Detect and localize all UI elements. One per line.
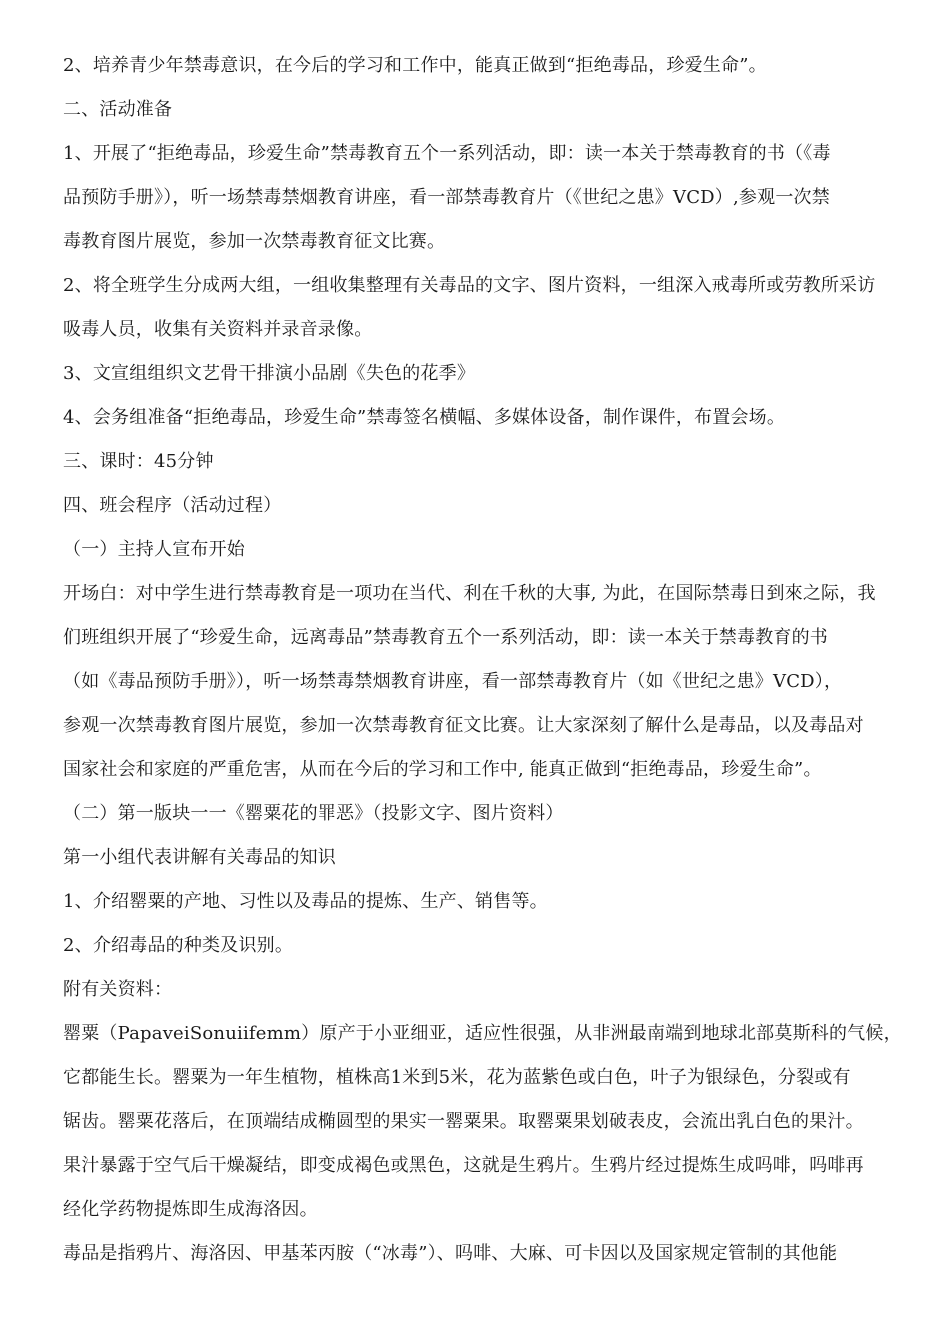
text-line: 附有关资料：	[63, 979, 173, 1000]
text-line: 1、介绍罂粟的产地、习性以及毒品的提炼、生产、销售等。	[63, 891, 548, 912]
text-line: 2、将全班学生分成两大组，一组收集整理有关毒品的文字、图片资料，一组深入戒毒所或劳教所采访	[63, 275, 876, 296]
text-line: 4、会务组准备“拒绝毒品，珍爱生命”禁毒签名横幅、多媒体设备，制作课件，布置会场。	[63, 407, 786, 428]
text-line: 经化学药物提炼即生成海洛因。	[63, 1199, 318, 1220]
section-heading: 三、课时：45分钟	[63, 451, 214, 472]
section-heading: 二、活动准备	[63, 99, 173, 120]
text-line: 们班组织开展了“珍爱生命，远离毒品”禁毒教育五个一系列活动，即：读一本关于禁毒教育的书	[63, 627, 828, 648]
text-line: 开场白：对中学生进行禁毒教育是一项功在当代、利在千秋的大事, 为此，在国际禁毒日到來之际，我	[63, 583, 876, 604]
text-line: （如《毒品预防手册》），听一场禁毒禁烟教育讲座，看一部禁毒教育片（如《世纪之患》VCD），	[63, 671, 843, 692]
text-line: 参观一次禁毒教育图片展览，参加一次禁毒教育征文比赛。让大家深刻了解什么是毒品，以及毒品对	[63, 715, 864, 736]
text-line: 毒教育图片展览，参加一次禁毒教育征文比赛。	[63, 231, 446, 252]
section-heading: 四、班会程序（活动过程）	[63, 495, 282, 516]
text-line: 第一小组代表讲解有关毒品的知识	[63, 847, 336, 868]
text-line: 锯齿。罂粟花落后，在顶端结成椭圆型的果实一罂粟果。取罂粟果划破表皮，会流出乳白色的果汁。	[63, 1111, 864, 1132]
text-line: 毒品是指鸦片、海洛因、甲基苯丙胺（“冰毒”）、吗啡、大麻、可卡因以及国家规定管制的其他能	[63, 1243, 838, 1264]
text-line: 1、开展了“拒绝毒品，珍爱生命”禁毒教育五个一系列活动，即：读一本关于禁毒教育的书（《毒	[63, 143, 831, 164]
text-line: 国家社会和家庭的严重危害，从而在今后的学习和工作中, 能真正做到“拒绝毒品，珍爱生命”。	[63, 759, 822, 780]
text-line: 2、介绍毒品的种类及识别。	[63, 935, 294, 956]
subsection-heading: （二）第一版块一一《罂粟花的罪恶》（投影文字、图片资料）	[63, 803, 564, 824]
text-line: 2、培养青少年禁毒意识，在今后的学习和工作中，能真正做到“拒绝毒品，珍爱生命”。	[63, 55, 767, 76]
text-line: 3、文宣组组织文艺骨干排演小品剧《失色的花季》	[63, 363, 476, 384]
text-line: 吸毒人员，收集有关资料并录音录像。	[63, 319, 373, 340]
text-line: 果汁暴露于空气后干燥凝结，即变成褐色或黑色，这就是生鸦片。生鸦片经过提炼生成吗啡，吗啡再	[63, 1155, 864, 1176]
subsection-heading: （一）主持人宣布开始	[63, 539, 245, 560]
text-line: 品预防手册》），听一场禁毒禁烟教育讲座，看一部禁毒教育片（《世纪之患》VCD）,参观一次禁	[63, 187, 830, 208]
document-body	[63, 44, 923, 1276]
text-line: 罂粟（PapaveiSonuiifemm）原产于小亚细亚，适应性很强，从非洲最南端到地球北部莫斯科的气候，	[63, 1023, 902, 1044]
text-line: 它都能生长。罂粟为一年生植物，植株高1米到5米，花为蓝紫色或白色，叶子为银绿色，分裂或有	[63, 1067, 851, 1088]
